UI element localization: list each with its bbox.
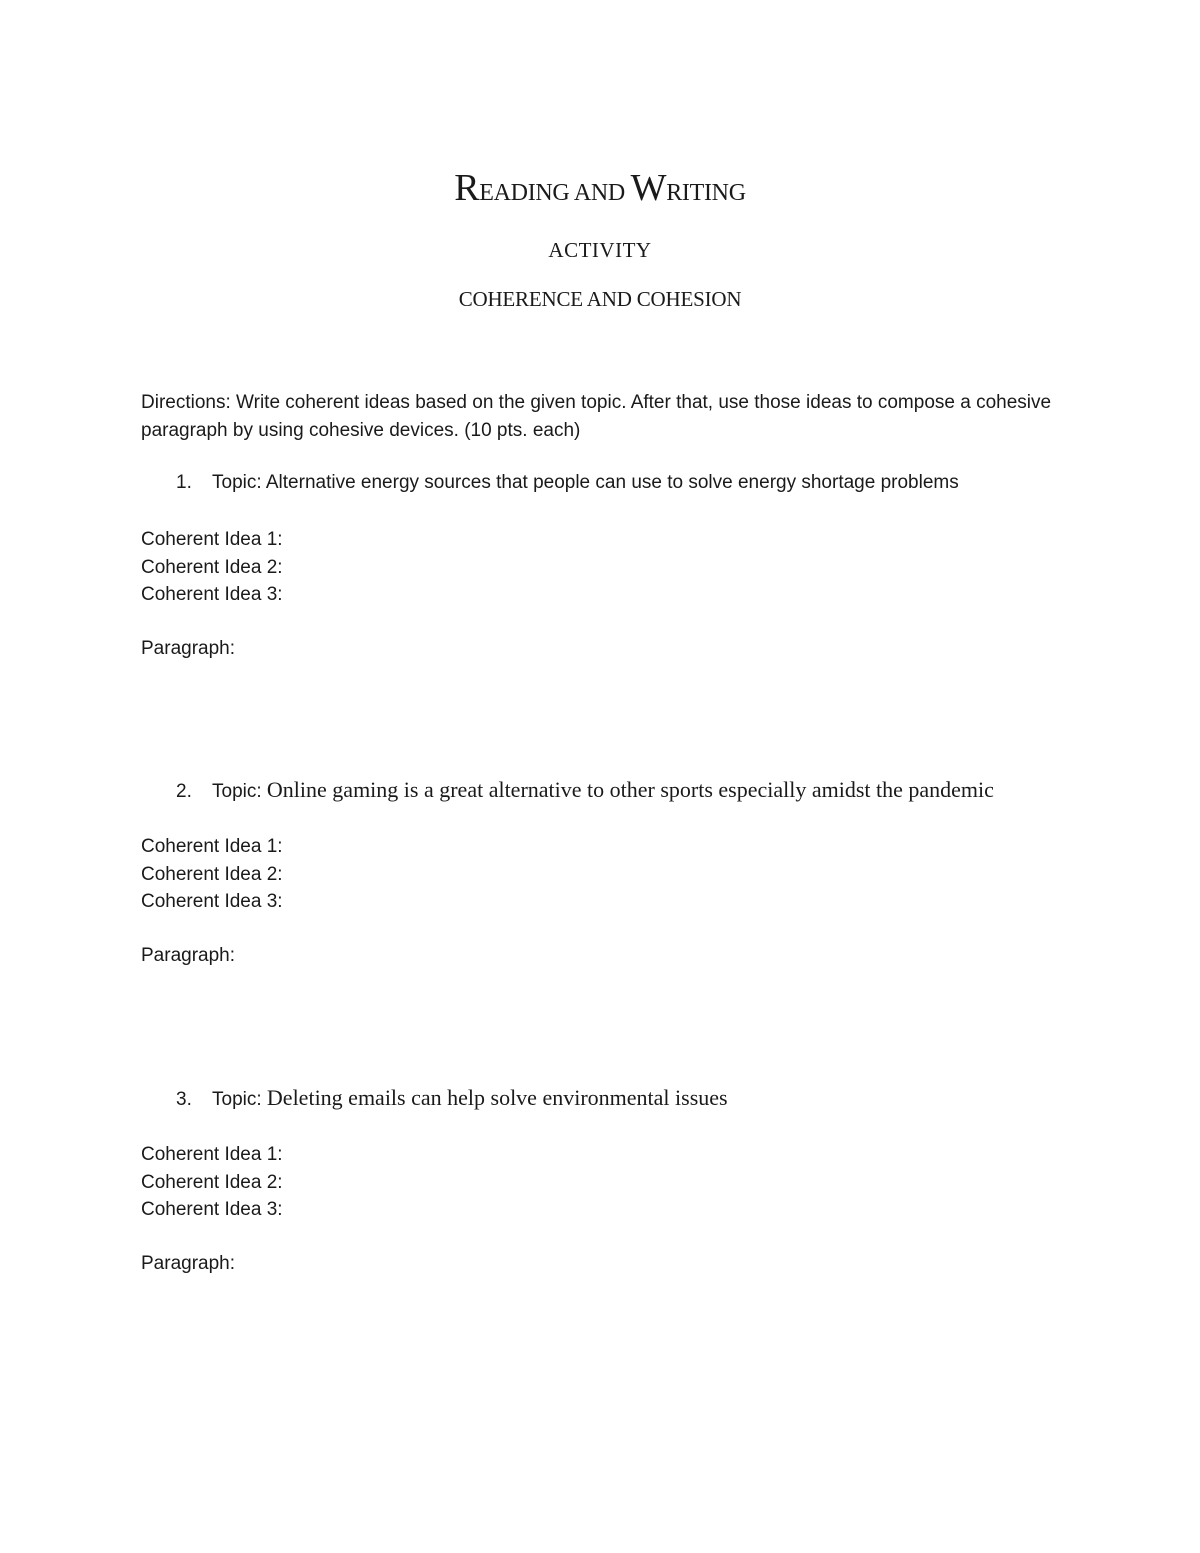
directions-text: Directions: Write coherent ideas based on the given topic. After that, use those ideas to compose a cohesive paragraph by using cohesive devices. (10 pts. each) xyxy=(141,392,1052,441)
topic-3 xyxy=(176,1085,728,1111)
topic-1-paragraph-label: Paragraph: xyxy=(141,638,236,659)
topic-1-idea-3: Coherent Idea 3: xyxy=(141,584,283,605)
document-title xyxy=(0,166,1200,210)
topic-1-ideas xyxy=(141,526,283,609)
topic-2-paragraph-label: Paragraph: xyxy=(141,945,236,966)
subtitle-activity: ACTIVITY xyxy=(548,238,652,262)
topic-3-idea-3: Coherent Idea 3: xyxy=(141,1199,283,1220)
topic-2-number: 2. xyxy=(176,781,192,802)
topic-1-label: Topic: xyxy=(212,472,262,493)
topic-1-idea-1: Coherent Idea 1: xyxy=(141,529,283,550)
topic-3-idea-2: Coherent Idea 2: xyxy=(141,1171,283,1193)
title-initial-w: W xyxy=(630,167,667,209)
topic-3-paragraph-label: Paragraph: xyxy=(141,1253,236,1274)
topic-2-text: Online gaming is a great alternative to other sports especially amidst the pandemic xyxy=(266,777,994,802)
topic-2-label: Topic: xyxy=(212,781,262,802)
topic-2-idea-2: Coherent Idea 2: xyxy=(141,863,283,885)
title-initial-r: R xyxy=(454,167,480,209)
topic-2-idea-3: Coherent Idea 3: xyxy=(141,891,283,912)
topic-1-number: 1. xyxy=(176,472,192,493)
topic-2 xyxy=(176,777,994,803)
topic-1-idea-2: Coherent Idea 2: xyxy=(141,556,283,578)
topic-2-idea-1: Coherent Idea 1: xyxy=(141,836,283,857)
topic-3-label: Topic: xyxy=(212,1089,262,1110)
topic-3-idea-1: Coherent Idea 1: xyxy=(141,1144,283,1165)
title-part-writing: RITING xyxy=(666,180,746,206)
topic-3-number: 3. xyxy=(176,1089,192,1110)
topic-3-text: Deleting emails can help solve environmental issues xyxy=(266,1085,728,1110)
title-part-reading: EADING AND xyxy=(479,180,631,206)
topic-3-ideas xyxy=(141,1141,283,1224)
topic-2-ideas xyxy=(141,833,283,916)
subtitle-coherence: COHERENCE AND COHESION xyxy=(458,287,742,311)
topic-1-text: Alternative energy sources that people can use to solve energy shortage problems xyxy=(265,472,959,493)
topic-1 xyxy=(176,472,959,494)
